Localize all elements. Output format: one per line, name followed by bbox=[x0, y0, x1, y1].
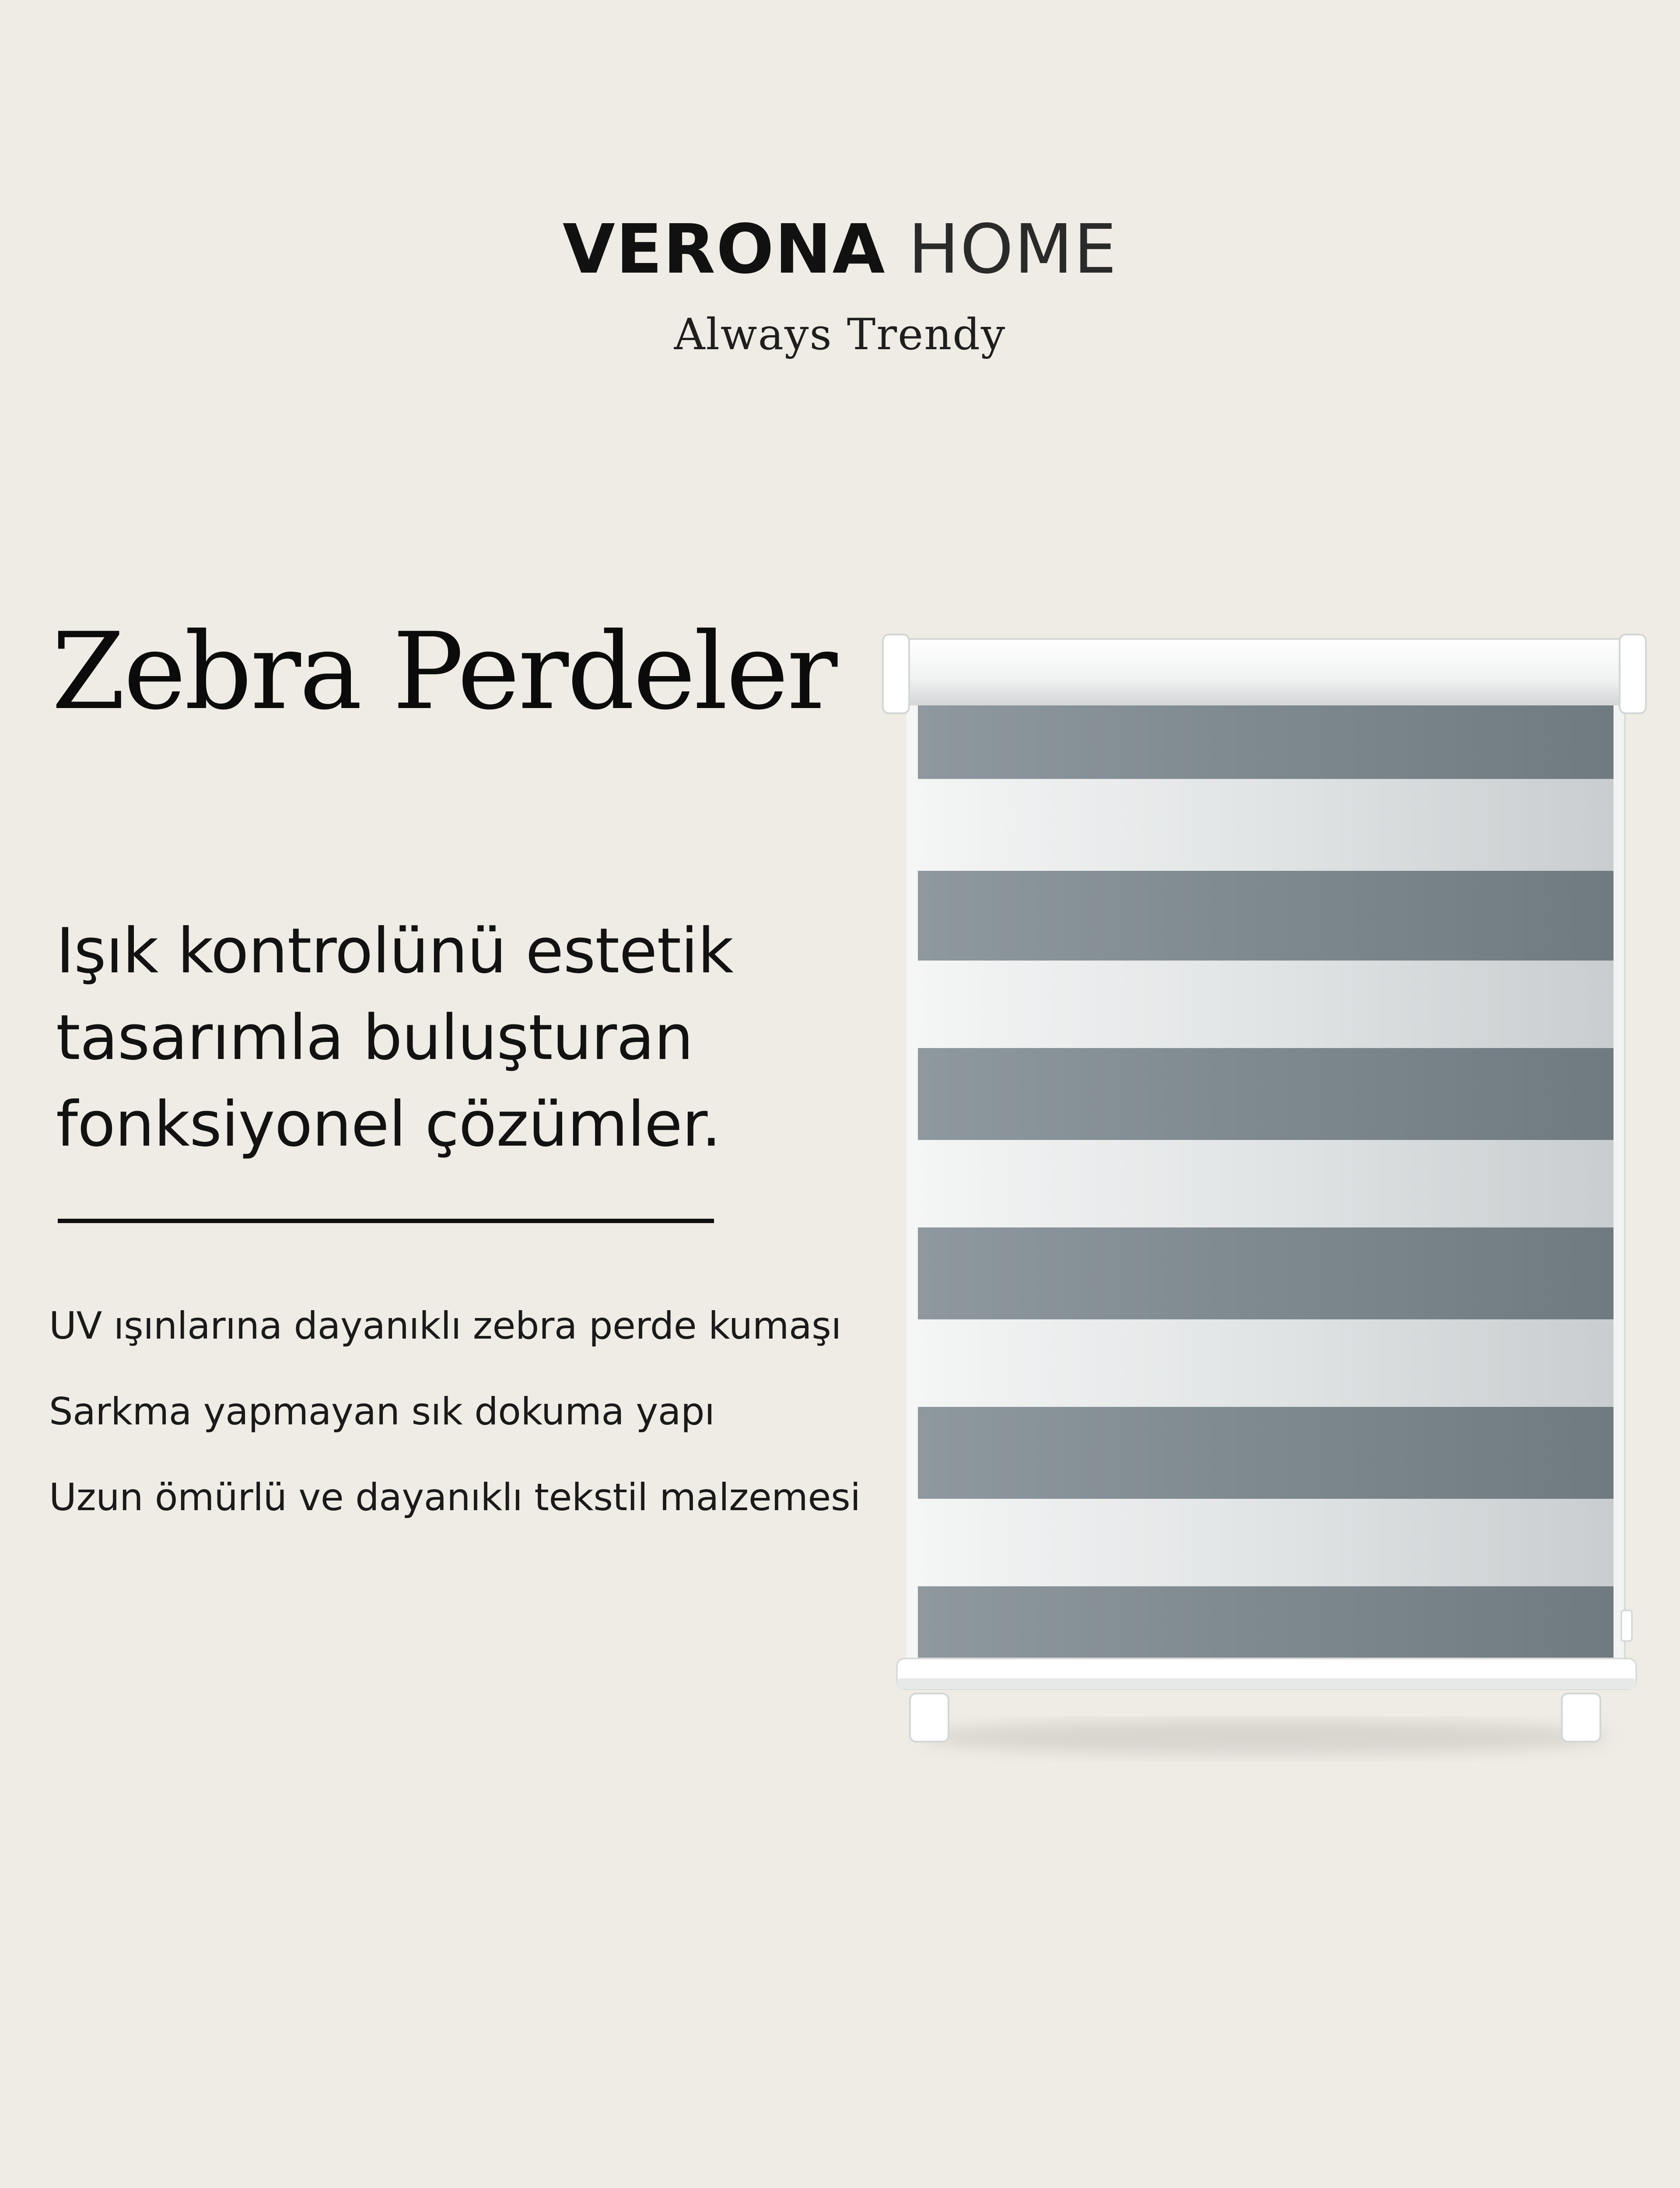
stripe-dark bbox=[918, 1586, 1614, 1661]
end-cap-left bbox=[883, 635, 909, 713]
stripe-dark bbox=[918, 696, 1614, 779]
brand-logo bbox=[0, 206, 1680, 293]
page-title: Zebra Perdeler bbox=[52, 610, 836, 733]
end-cap-right bbox=[1620, 635, 1646, 713]
stripe-light bbox=[918, 961, 1614, 1048]
feature-item: UV ışınlarına dayanıklı zebra perde kumaşı bbox=[49, 1304, 841, 1348]
brand-name-light: HOME bbox=[908, 210, 1118, 289]
brand-name-bold: VERONA bbox=[562, 210, 886, 289]
feature-item: Uzun ömürlü ve dayanıklı tekstil malzemesi bbox=[49, 1476, 861, 1519]
lead-line-2: tasarımla buluşturan bbox=[56, 1002, 693, 1074]
bottom-bracket-right bbox=[1562, 1694, 1600, 1742]
stripe-light bbox=[918, 1319, 1614, 1407]
shadow bbox=[919, 1720, 1610, 1755]
feature-list bbox=[49, 1302, 924, 1559]
stripe-light bbox=[918, 1140, 1614, 1227]
pull-cord bbox=[1624, 665, 1626, 1685]
stripe-dark bbox=[918, 871, 1614, 961]
stripe-light bbox=[918, 779, 1614, 871]
brand-tagline: Always Trendy bbox=[674, 310, 1006, 360]
cord-weight bbox=[1621, 1610, 1632, 1641]
stripe-dark bbox=[918, 1227, 1614, 1319]
zebra-blind-svg bbox=[879, 626, 1649, 1790]
cassette-top bbox=[892, 639, 1636, 705]
zebra-blind-illustration-icon bbox=[879, 626, 1649, 1790]
lead-line-3: fonksiyonel çözümler. bbox=[56, 1088, 721, 1161]
left-side-channel bbox=[906, 691, 918, 1676]
divider bbox=[58, 1219, 714, 1223]
stripe-light bbox=[918, 1499, 1614, 1586]
lead-line-1: Işık kontrolünü estetik bbox=[56, 915, 733, 987]
feature-item: Sarkma yapmayan sık dokuma yapı bbox=[49, 1390, 715, 1434]
stripe-dark bbox=[918, 1048, 1614, 1140]
right-side-channel bbox=[1614, 691, 1625, 1676]
lead-text bbox=[56, 908, 835, 1168]
bottom-bracket-left bbox=[910, 1694, 948, 1742]
stripe-dark bbox=[918, 1407, 1614, 1499]
bottom-rail-shade bbox=[897, 1678, 1636, 1689]
